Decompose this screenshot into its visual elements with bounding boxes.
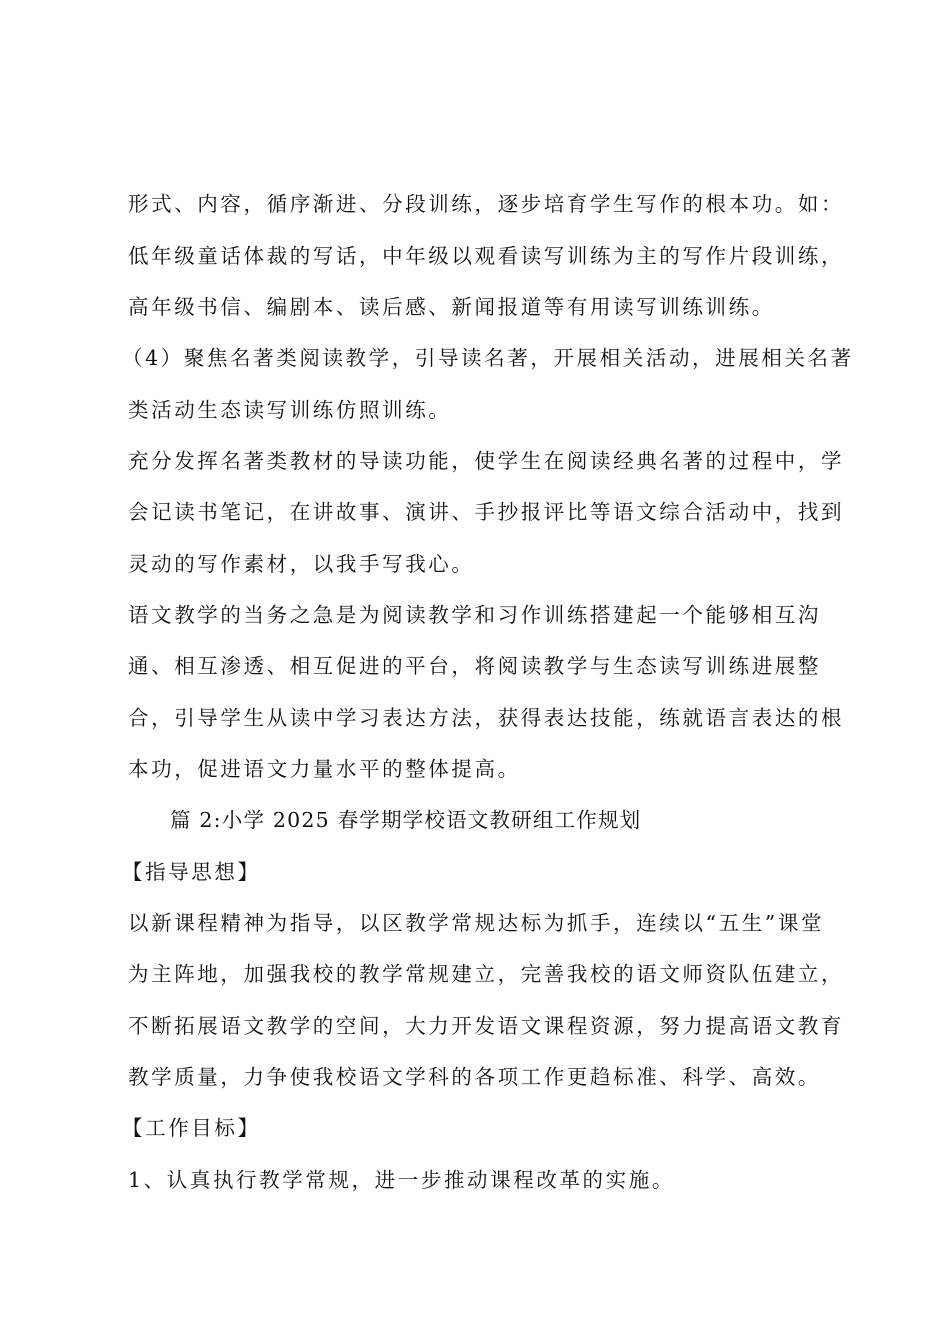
- paragraph-line: （4）聚焦名著类阅读教学，引导读名著，开展相关活动，进展相关名著: [122, 346, 854, 370]
- paragraph-line: 教学质量，力争使我校语文学科的各项工作更趋标准、科学、高效。: [128, 1065, 821, 1089]
- paragraph-line: 形式、内容，循序渐进、分段训练，逐步培育学生写作的根本功。如：: [128, 192, 845, 216]
- paragraph-line: 会记读书笔记，在讲故事、演讲、手抄报评比等语文综合活动中，找到: [128, 500, 845, 524]
- paragraph-line: 通、相互渗透、相互促进的平台，将阅读教学与生态读写训练进展整: [128, 654, 821, 678]
- section-title: 篇 2:小学 2025 春学期学校语文教研组工作规划: [170, 808, 642, 832]
- paragraph-line: 充分发挥名著类教材的导读功能，使学生在阅读经典名著的过程中，学: [128, 449, 845, 473]
- paragraph-line: 灵动的写作素材，以我手写我心。: [128, 552, 475, 576]
- paragraph-line: 类活动生态读写训练仿照训练。: [128, 398, 452, 422]
- paragraph-line: 低年级童话体裁的写话，中年级以观看读写训练为主的写作片段训练，: [128, 244, 845, 268]
- paragraph-line: 高年级书信、编剧本、读后感、新闻报道等有用读写训练训练。: [128, 295, 775, 319]
- paragraph-line: 不断拓展语文教学的空间，大力开发语文课程资源，努力提高语文教育: [128, 1014, 845, 1038]
- list-item: 1、认真执行教学常规，进一步推动课程改革的实施。: [128, 1168, 675, 1192]
- paragraph-line: 本功，促进语文力量水平的整体提高。: [128, 757, 521, 781]
- section-heading: 【指导思想】: [122, 860, 261, 884]
- paragraph-line: 合，引导学生从读中学习表达方法，获得表达技能，练就语言表达的根: [128, 706, 845, 730]
- section-heading: 【工作目标】: [122, 1116, 261, 1140]
- paragraph-line: 为主阵地，加强我校的教学常规建立，完善我校的语文师资队伍建立，: [128, 962, 845, 986]
- paragraph-line: 语文教学的当务之急是为阅读教学和习作训练搭建起一个能够相互沟: [128, 603, 821, 627]
- paragraph-line: 以新课程精神为指导，以区教学常规达标为抓手，连续以“五生”课堂: [128, 911, 825, 935]
